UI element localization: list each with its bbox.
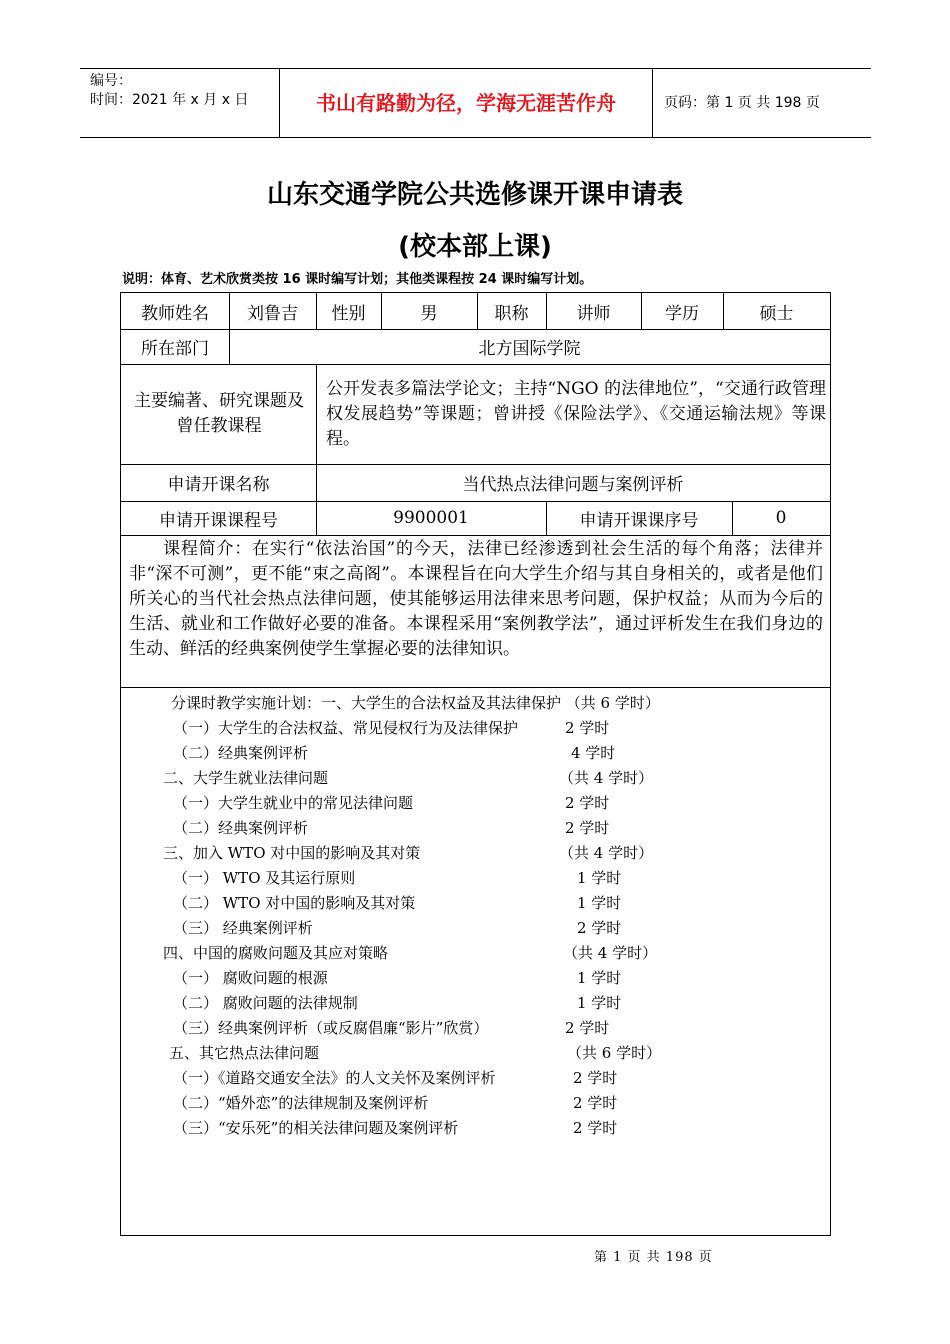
page-header — [80, 68, 871, 138]
course-intro: 课程简介：在实行“依法治国”的今天，法律已经渗透到社会生活的每个角落；法律并非“深不可测”，更不能“束之高阁”。本课程旨在向大学生介绍与其自身相关的，或者是他们所关心的当代社会热点法律问题，使其能够运用法律来思考问题，保护权益；从而为今后的生活、就业和工作做好必要的准备。本课程采用“案例教学法”，通过评析发生在我们身边的生动、鲜活的经典案例使学生掌握必要的法律知识。 — [129, 539, 823, 659]
application-form — [120, 292, 831, 1236]
document-note: 说明：体育、艺术欣赏类按 16 课时编写计划；其他类课程按 24 课时编写计划。 — [122, 272, 593, 287]
plan-line: （二）经典案例评析 2 学时 — [173, 819, 610, 837]
document-title: 山东交通学院公共选修课开课申请表 — [266, 180, 683, 210]
plan-line: （一）大学生的合法权益、常见侵权行为及法律保护 2 学时 — [173, 719, 610, 737]
header-meta — [80, 69, 280, 137]
course-seq-label: 申请开课课序号 — [579, 510, 699, 531]
document-time: 时间：2021 年 x 月 x 日 — [90, 92, 249, 108]
works-value: 公开发表多篇法学论文；主持“NGO 的法律地位”，“交通行政管理权发展趋势”等课题；曾讲授《保险法学》、《交通运输法规》等课程。 — [326, 378, 826, 449]
plan-line: 五、其它热点法律问题 （共 6 学时） — [169, 1044, 662, 1062]
department-value: 北方国际学院 — [478, 339, 581, 359]
plan-line: （三）经典案例评析（或反腐倡廉“影片”欣赏） 2 学时 — [173, 1019, 610, 1037]
teacher-name-label: 教师姓名 — [141, 303, 209, 324]
header-motto: 书山有路勤为径，学海无涯苦作舟 — [280, 69, 653, 137]
row-divider — [121, 535, 830, 536]
plan-line: （二）经典案例评析 4 学时 — [173, 744, 616, 762]
plan-line: （三）“安乐死”的相关法律问题及案例评析 2 学时 — [173, 1119, 618, 1137]
plan-line: 分课时教学实施计划：一、大学生的合法权益及其法律保护 （共 6 学时） — [171, 694, 660, 712]
plan-line: （二） WTO 对中国的影响及其对策 1 学时 — [173, 894, 622, 912]
plan-line: （三） 经典案例评析 2 学时 — [173, 919, 622, 937]
plan-line: 二、大学生就业法律问题 （共 4 学时） — [163, 769, 654, 787]
page-footer: 第 1 页 共 198 页 — [594, 1250, 713, 1265]
plan-line: （一）《道路交通安全法》的人文关怀及案例评析 2 学时 — [173, 1069, 618, 1087]
degree-value: 硕士 — [759, 303, 794, 324]
works-label: 主要编著、研究课题及曾任教课程 — [134, 391, 304, 436]
degree-label: 学历 — [665, 303, 699, 324]
plan-line: 三、加入 WTO 对中国的影响及其对策 （共 4 学时） — [163, 844, 654, 862]
job-title-value: 讲师 — [576, 303, 611, 324]
course-name-label: 申请开课名称 — [167, 475, 270, 495]
row-divider — [121, 687, 830, 688]
plan-line: （一） WTO 及其运行原则 1 学时 — [173, 869, 622, 887]
teacher-name-value: 刘鲁吉 — [247, 303, 298, 324]
course-seq-value: 0 — [775, 508, 787, 528]
gender-value: 男 — [420, 303, 438, 324]
document-number: 编号： — [90, 73, 132, 89]
gender-label: 性别 — [331, 303, 366, 324]
plan-line: 四、中国的腐败问题及其应对策略 （共 4 学时） — [163, 944, 658, 962]
plan-line: （一）大学生就业中的常见法律问题 2 学时 — [173, 794, 610, 812]
document-subtitle: (校本部上课) — [398, 232, 552, 262]
header-page-info: 页码：第 1 页 共 198 页 — [664, 95, 820, 111]
plan-line: （二） 腐败问题的法律规制 1 学时 — [173, 994, 622, 1012]
course-no-label: 申请开课课程号 — [159, 510, 278, 531]
plan-line: （二）“婚外恋”的法律规制及案例评析 2 学时 — [173, 1094, 618, 1112]
job-title-label: 职称 — [494, 303, 529, 324]
plan-line: （一） 腐败问题的根源 1 学时 — [173, 969, 622, 987]
department-label: 所在部门 — [141, 339, 209, 359]
teaching-plan — [131, 691, 821, 1141]
course-no-value: 9900001 — [393, 508, 469, 528]
course-name-value: 当代热点法律问题与案例评析 — [462, 475, 684, 495]
